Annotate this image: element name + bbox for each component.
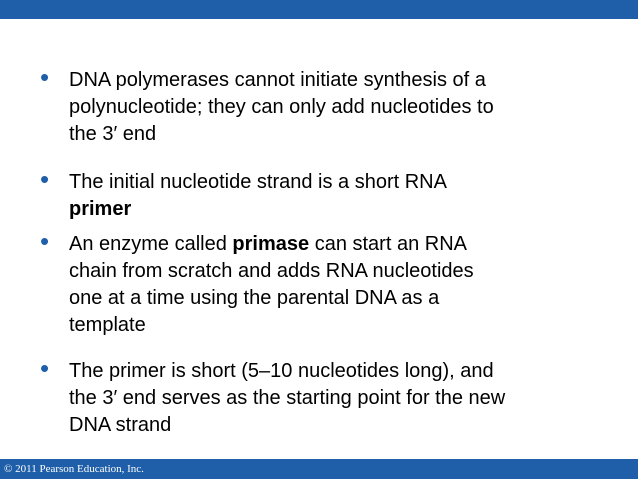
bullet-text <box>69 231 601 339</box>
bullet-line <box>69 67 601 94</box>
bullet-dot-icon <box>40 70 52 82</box>
bullet-dot-icon <box>40 234 52 246</box>
text-segment: the 3′ end <box>69 123 157 145</box>
bold-term: primase <box>232 233 310 255</box>
text-segment: can start an RNA <box>309 233 467 255</box>
text-segment: An enzyme called <box>69 233 233 255</box>
bullet-line <box>69 169 601 196</box>
bullet-line <box>69 412 601 439</box>
text-segment: the 3′ end serves as the starting point for the new <box>69 387 506 409</box>
header-bar <box>0 0 638 19</box>
bullet-text <box>69 358 601 439</box>
text-segment: DNA strand <box>69 414 172 436</box>
bullet-dot-icon <box>40 361 52 373</box>
text-segment: The initial nucleotide strand is a short RNA <box>69 171 447 193</box>
bullet-line <box>69 358 601 385</box>
text-segment: The primer is short (5–10 nucleotides long), and <box>69 360 494 382</box>
bullet-text <box>69 169 601 223</box>
bullet-line <box>69 196 601 223</box>
text-segment: polynucleotide; they can only add nucleotides to <box>69 96 494 118</box>
text-segment: one at a time using the parental DNA as a <box>69 287 440 309</box>
bullet-dot-icon <box>40 172 52 184</box>
bullet-line <box>69 285 601 312</box>
text-segment: chain from scratch and adds RNA nucleotides <box>69 260 474 282</box>
bullet-line <box>69 312 601 339</box>
bullet-line <box>69 94 601 121</box>
text-segment: DNA polymerases cannot initiate synthesis of a <box>69 69 486 91</box>
bullet-line <box>69 231 601 258</box>
bullet-line <box>69 258 601 285</box>
bold-term: primer <box>69 198 132 220</box>
bullet-text <box>69 67 601 148</box>
bullet-line <box>69 121 601 148</box>
text-segment: template <box>69 314 146 336</box>
copyright-notice: © 2011 Pearson Education, Inc. <box>4 463 144 475</box>
bullet-line <box>69 385 601 412</box>
